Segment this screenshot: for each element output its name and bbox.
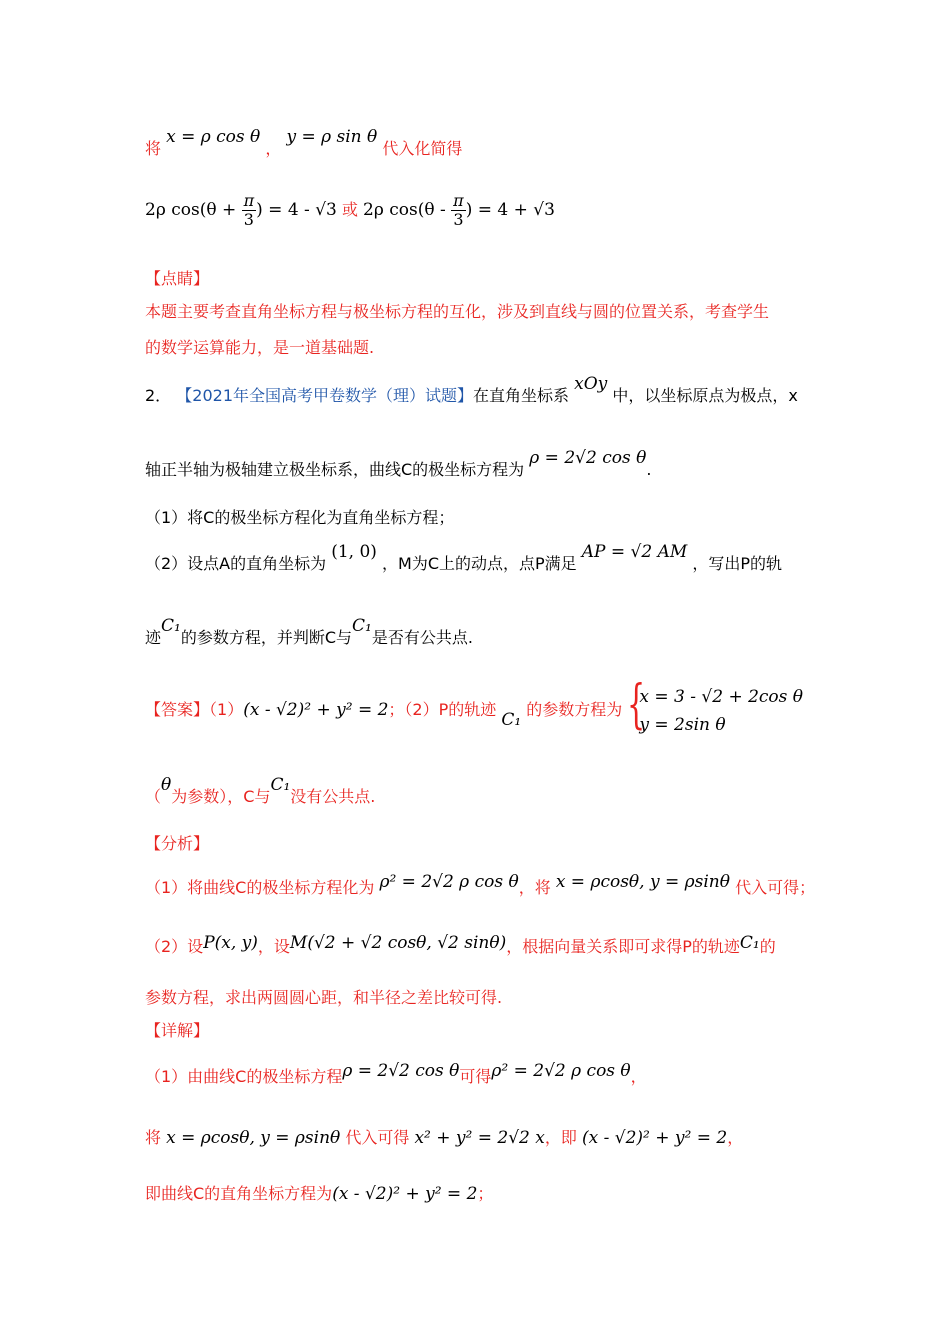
math-c1: C₁ [352,616,372,636]
comment-text-2: 的数学运算能力，是一道基础题. [145,338,375,357]
text: 中，以坐标原点为极点，x [612,386,798,405]
question-2-part-2-line-1 [145,542,783,575]
text: 代入可得 [345,1128,410,1147]
text: ；（2）P的轨迹 [388,700,497,719]
text: ， [265,139,282,158]
math-point-p: P(x, y) [203,933,258,953]
math-eq-1a: 2ρ cos(θ + [145,200,242,220]
substitution-line [145,127,463,160]
math-c1: C₁ [161,616,181,636]
answer-line [145,674,804,739]
math-eq-2b: ) = 4 + √3 [465,200,555,220]
denominator: 3 [243,210,254,229]
question-2-part-1: （1）将C的极坐标方程化为直角坐标方程； [145,508,455,527]
numerator: π [453,191,464,210]
text: ，即 [544,1128,577,1147]
math-c1: C₁ [739,933,760,953]
text: ，M为C上的动点，点P满足 [382,554,577,573]
text: 的参数方程为 [526,700,623,719]
analysis-line-2 [145,933,776,958]
math-c1: C₁ [270,775,291,795]
question-source: 【2021年全国高考甲卷数学（理）试题】 [176,386,474,405]
analysis-header: 【分析】 [145,834,210,853]
math-point-a: (1, 0) [331,542,377,562]
denominator: 3 [453,210,464,229]
text: 可得 [459,1067,492,1086]
math-eq-1b: ) = 4 - √3 [256,200,337,220]
text: （1） [209,700,244,719]
numerator: π [243,191,255,210]
text: 的参数方程，并判断C与 [180,628,353,647]
text: 轴正半轴为极轴建立极坐标系，曲线C的极坐标方程为 [145,460,525,479]
math-eq-2a: 2ρ cos(θ - [363,200,452,220]
math-circle-expanded: x² + y² = 2√2 x [414,1128,545,1148]
text: 是否有公共点. [371,628,473,647]
analysis-line-1 [145,872,816,899]
math-substitution: x = ρcosθ, y = ρsinθ [555,872,730,892]
math-point-m: M(√2 + √2 cosθ, √2 sinθ) [289,933,507,953]
text: （2）设 [145,937,204,956]
math-y-rho-sin: y = ρ sin θ [286,127,378,147]
system-row-1: x = 3 - √2 + 2cos θ [639,686,804,707]
math-polar-equation: ρ = 2√2 cos θ [342,1061,460,1081]
brace: { [627,674,646,735]
text: ； [477,1184,494,1203]
text: 将 [145,1128,162,1147]
analysis-line-3: 参数方程，求出两圆圆心距，和半径之差比较可得. [145,988,503,1007]
text: 迹 [145,628,162,647]
text: . [646,460,652,479]
text: 代入化简得 [382,139,463,158]
fraction-pi-3 [242,192,257,229]
math-polar-equation: ρ = 2√2 cos θ [529,448,647,468]
text: 的 [759,937,776,956]
text: ， [630,1067,647,1086]
question-number: 2． [145,386,172,405]
question-2-line-2 [145,448,652,481]
question-2-line-1 [145,374,798,407]
detail-line-2 [145,1127,743,1149]
system-row-2: y = 2sin θ [639,714,726,735]
text: ，将 [518,878,551,897]
math-c1: C₁ [501,710,522,730]
detail-line-1 [145,1061,647,1088]
math-x-rho-cos: x = ρ cos θ [166,127,261,147]
text: 代入可得； [735,878,816,897]
result-equations-line [145,190,555,230]
text: 在直角坐标系 [473,386,570,405]
math-substitution: x = ρcosθ, y = ρsinθ [166,1128,341,1148]
math-theta: θ [161,775,172,795]
text: （ [145,787,162,806]
math-vector-relation: AP = √2 AM [581,542,688,562]
text: （1）将曲线C的极坐标方程化为 [145,878,375,897]
text: 为参数），C与 [171,787,271,806]
text: ，写出P的轨 [692,554,783,573]
text: 没有公共点. [290,787,376,806]
question-2-part-2-line-2 [145,616,473,649]
answer-header: 【答案】 [145,700,210,719]
math-rho-squared: ρ² = 2√2 ρ cos θ [379,872,519,892]
fraction-pi-3 [451,192,466,229]
text: 将 [145,139,162,158]
text: 即曲线C的直角坐标方程为 [145,1184,333,1203]
text: ， [727,1128,744,1147]
math-circle-equation: (x - √2)² + y² = 2 [243,700,389,720]
text: （2）设点A的直角坐标为 [145,554,327,573]
detail-header: 【详解】 [145,1021,210,1040]
math-circle-equation: (x - √2)² + y² = 2 [581,1128,728,1148]
detail-line-3 [145,1183,493,1205]
comment-text-1: 本题主要考查直角坐标方程与极坐标方程的互化，涉及到直线与圆的位置关系，考查学生 [145,302,770,321]
math-rho-squared: ρ² = 2√2 ρ cos θ [491,1061,631,1081]
or-text: 或 [341,200,358,219]
text: ，根据向量关系即可求得P的轨迹 [506,937,740,956]
parametric-system [627,674,804,739]
text: ，设 [257,937,290,956]
comment-header: 【点睛】 [145,269,210,288]
text: （1）由曲线C的极坐标方程 [145,1067,343,1086]
math-xoy: xOy [574,374,608,394]
answer-line-2 [145,775,376,808]
math-circle-equation: (x - √2)² + y² = 2 [332,1184,478,1204]
